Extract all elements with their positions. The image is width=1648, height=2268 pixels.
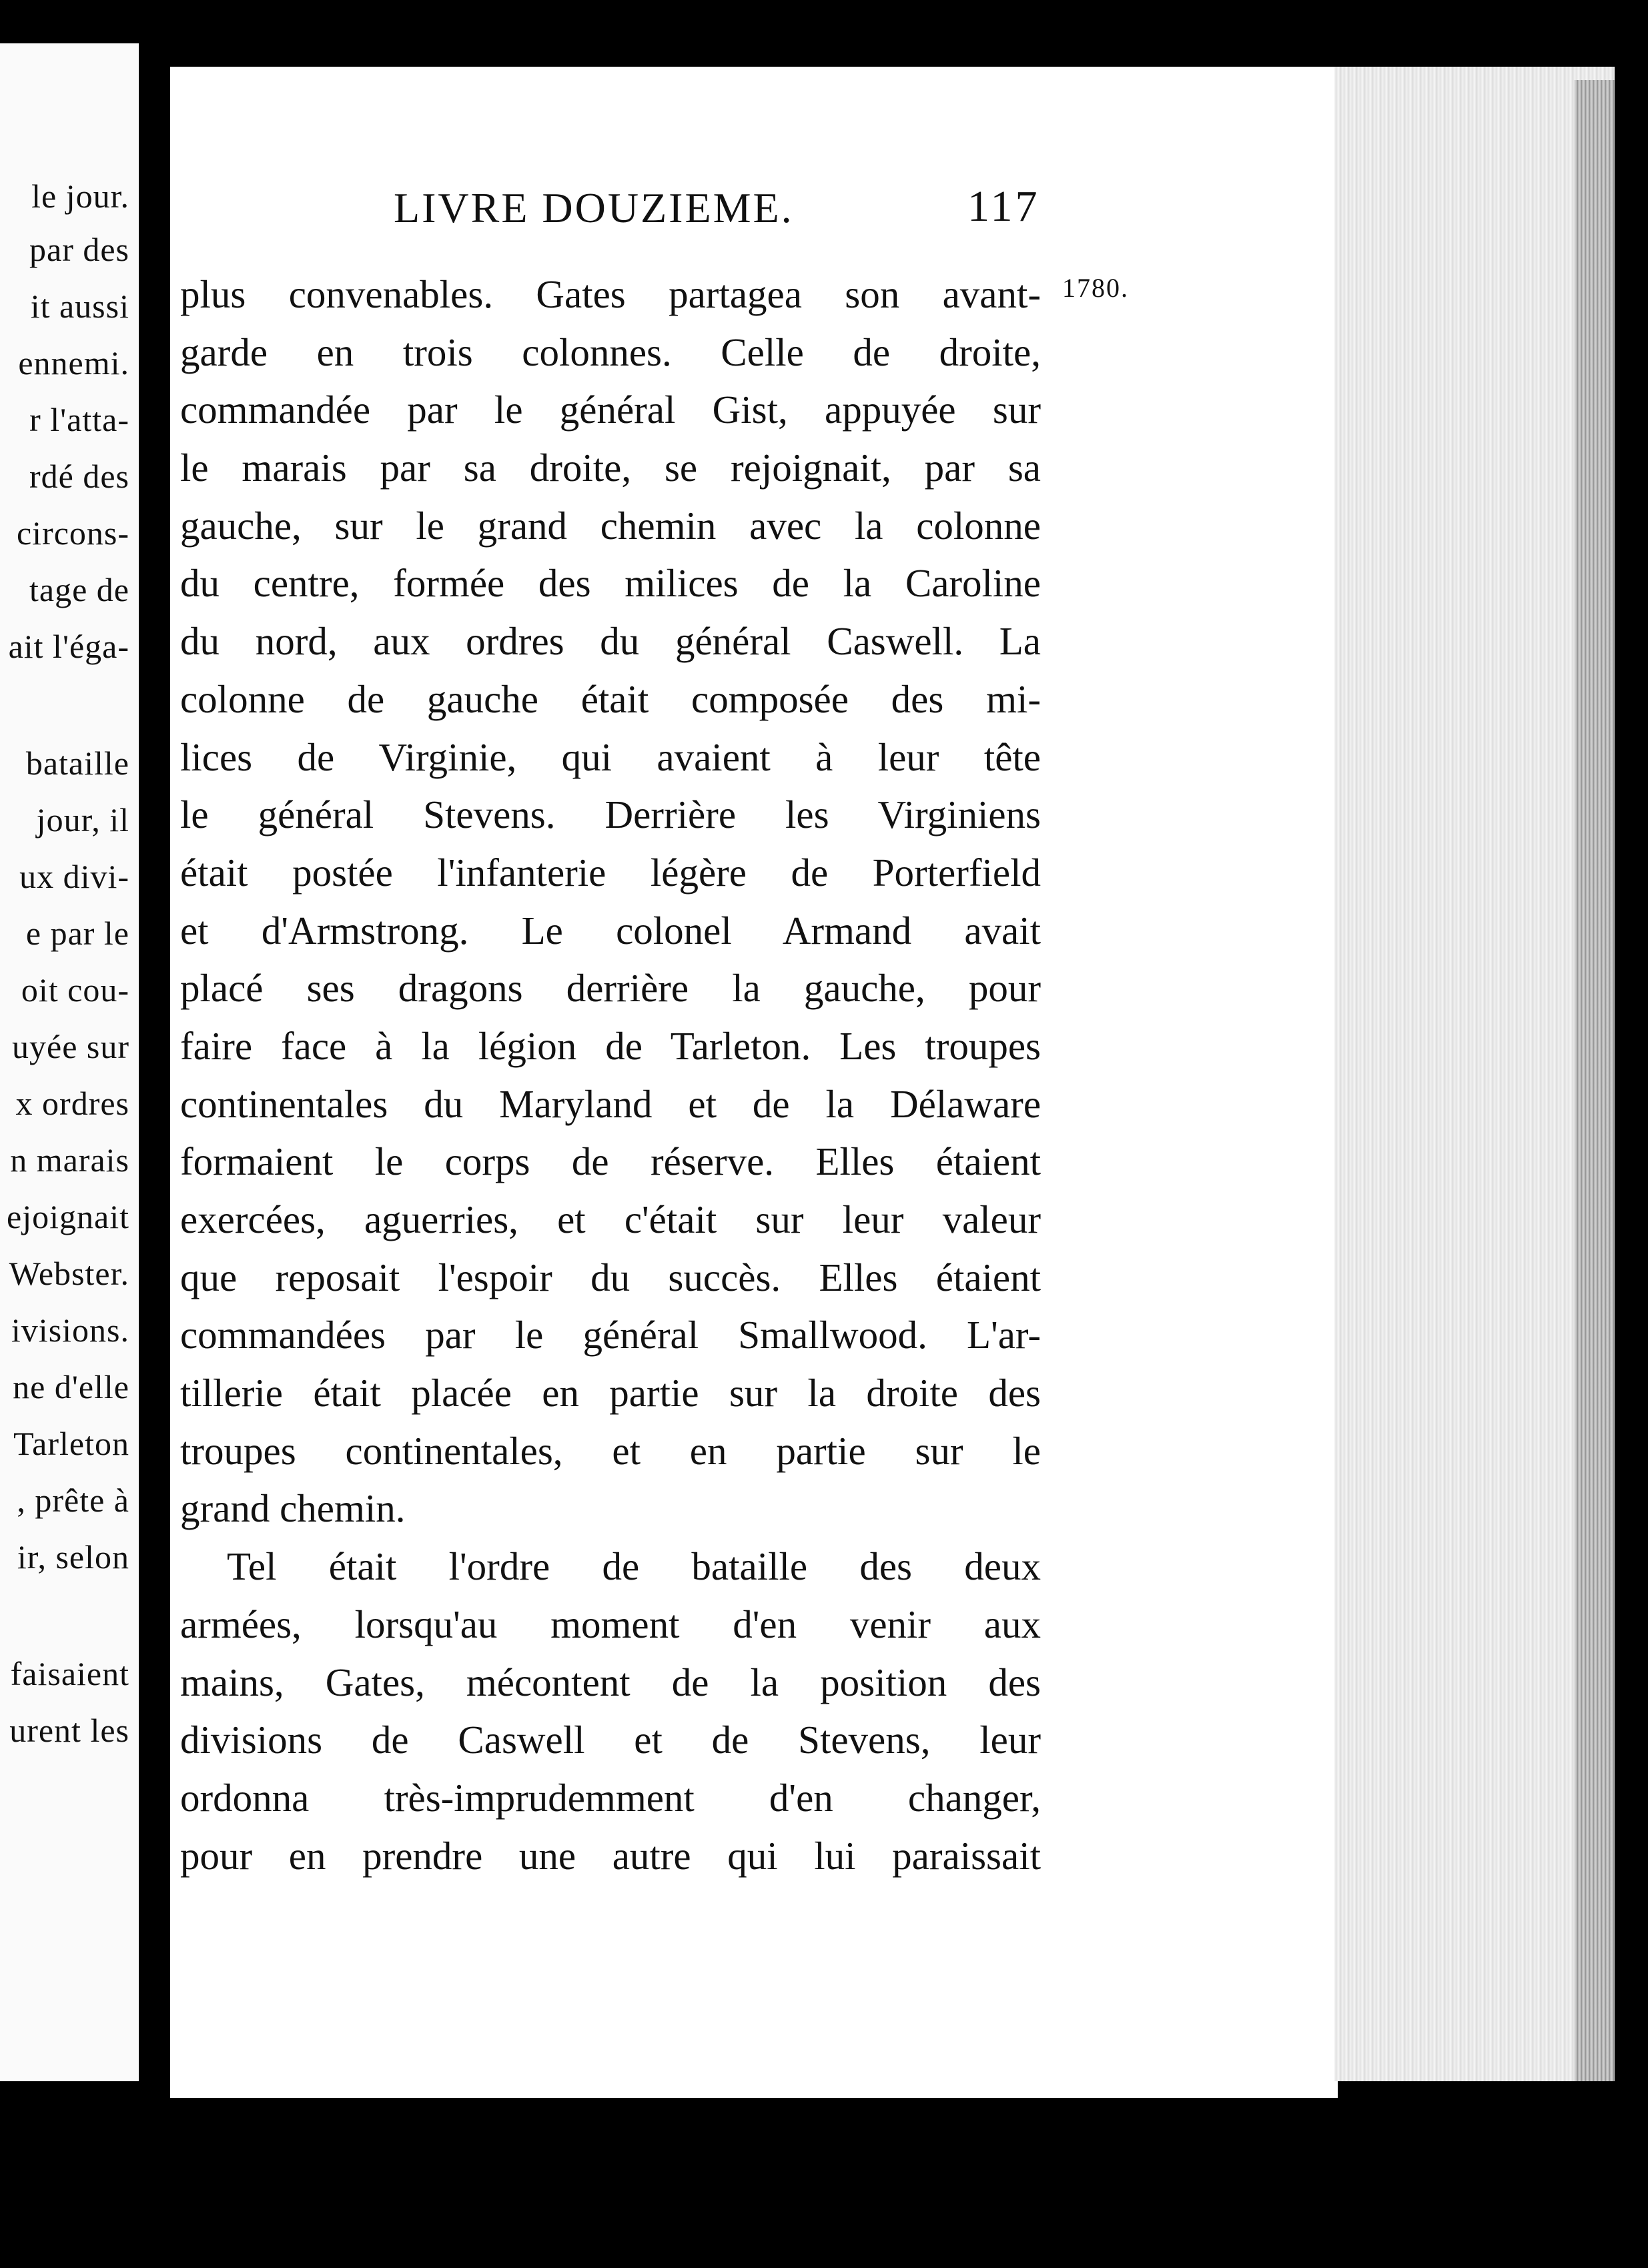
left-page-line: e par le xyxy=(25,915,129,952)
left-page-line: circons- xyxy=(16,514,129,552)
body-line: lices de Virginie, qui avaient à leur tête xyxy=(180,734,1041,779)
left-facing-page xyxy=(0,43,139,2081)
body-line: armées, lorsqu'au moment d'en venir aux xyxy=(180,1602,1041,1646)
page-edge-stack xyxy=(1334,67,1615,2081)
margin-year-note: 1780. xyxy=(1062,273,1129,303)
left-page-line: oit cou- xyxy=(21,971,129,1009)
left-page-line: ejoignait xyxy=(7,1198,129,1235)
body-line: que reposait l'espoir du succès. Elles étaient xyxy=(180,1255,1041,1299)
left-page-line: uyée sur xyxy=(12,1028,129,1065)
body-line: Tel était l'ordre de bataille des deux xyxy=(227,1544,1041,1589)
running-header: LIVRE DOUZIEME. xyxy=(394,184,794,231)
left-page-line: Webster. xyxy=(9,1255,129,1292)
book-gutter xyxy=(139,0,173,2268)
left-page-line: ir, selon xyxy=(17,1538,129,1576)
left-page-line: le jour. xyxy=(31,177,129,215)
left-page-line: bataille xyxy=(25,744,129,782)
body-line: colonne de gauche était composée des mi- xyxy=(180,676,1041,721)
left-page-line: ux divi- xyxy=(19,858,129,895)
body-line: le général Stevens. Derrière les Virginiens xyxy=(180,792,1041,837)
left-page-line: urent les xyxy=(9,1712,129,1749)
body-line: le marais par sa droite, se rejoignait, par sa xyxy=(180,446,1041,490)
left-page-line: rdé des xyxy=(29,458,129,495)
left-page-line: ivisions. xyxy=(11,1311,129,1349)
left-page-line: ennemi. xyxy=(18,344,129,382)
body-line: exercées, aguerries, et c'était sur leur valeur xyxy=(180,1197,1041,1241)
body-text xyxy=(180,265,1041,1884)
body-line: continentales du Maryland et de la Délaware xyxy=(180,1081,1041,1126)
left-page-line: n marais xyxy=(10,1141,129,1179)
left-page-line: tage de xyxy=(29,571,129,608)
body-line: tillerie était placée en partie sur la droite des xyxy=(180,1371,1041,1415)
page-edge-shadow xyxy=(1575,80,1615,2081)
left-page-line: jour, il xyxy=(36,801,129,838)
body-line: divisions de Caswell et de Stevens, leur xyxy=(180,1718,1041,1762)
body-line: commandées par le général Smallwood. L'ar- xyxy=(180,1313,1041,1357)
body-line: faire face à la légion de Tarleton. Les troupes xyxy=(180,1023,1041,1068)
left-page-line: r l'atta- xyxy=(29,401,129,438)
body-line: du nord, aux ordres du général Caswell. La xyxy=(180,619,1041,664)
body-line: ordonna très-imprudemment d'en changer, xyxy=(180,1775,1041,1820)
page-number: 117 xyxy=(967,182,1040,231)
body-line: grand chemin. xyxy=(180,1486,406,1531)
body-line: troupes continentales, et en partie sur le xyxy=(180,1428,1041,1473)
body-line: plus convenables. Gates partagea son avant- xyxy=(180,272,1041,316)
left-page-line: , prête à xyxy=(17,1482,129,1519)
left-page-line: it aussi xyxy=(30,288,129,325)
body-line: était postée l'infanterie légère de Porterfield xyxy=(180,850,1041,895)
body-line: du centre, formée des milices de la Caroline xyxy=(180,561,1041,606)
left-page-line: faisaient xyxy=(10,1655,129,1692)
body-line: formaient le corps de réserve. Elles étaient xyxy=(180,1139,1041,1184)
body-line: mains, Gates, mécontent de la position des xyxy=(180,1660,1041,1704)
body-line: placé ses dragons derrière la gauche, pour xyxy=(180,966,1041,1011)
body-line: commandée par le général Gist, appuyée sur xyxy=(180,388,1041,432)
left-page-line: Tarleton xyxy=(13,1425,129,1462)
body-line: pour en prendre une autre qui lui paraissait xyxy=(180,1833,1041,1878)
left-page-line: par des xyxy=(29,231,129,268)
left-page-line: x ordres xyxy=(15,1085,129,1122)
body-line: gauche, sur le grand chemin avec la colonne xyxy=(180,503,1041,548)
body-line: garde en trois colonnes. Celle de droite, xyxy=(180,330,1041,374)
body-line: et d'Armstrong. Le colonel Armand avait xyxy=(180,908,1041,953)
left-page-line: ait l'éga- xyxy=(8,628,129,665)
left-page-line: ne d'elle xyxy=(13,1368,129,1405)
